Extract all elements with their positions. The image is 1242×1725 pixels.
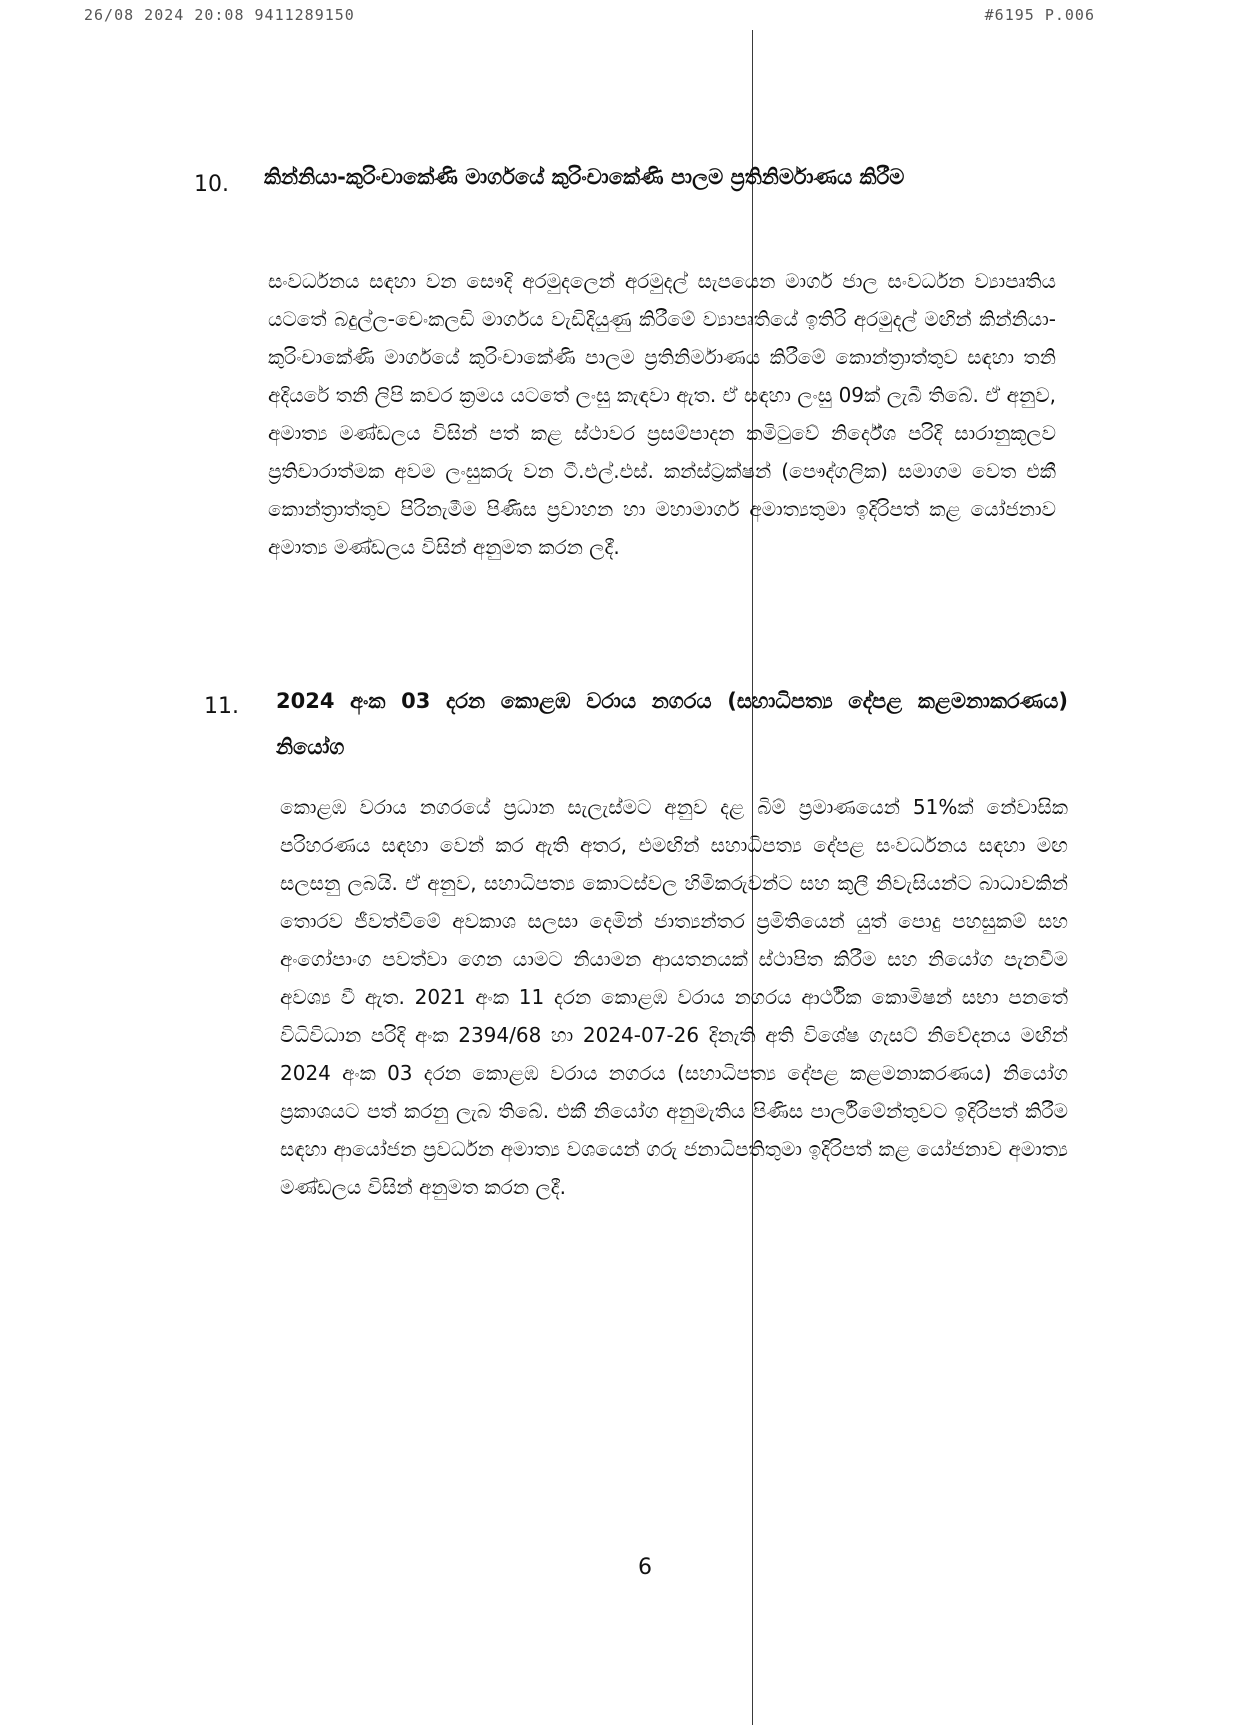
- section-body: සංවර්ධනය සඳහා වන සෞදි අරමුදලෙන් අරමුදල් සැපයෙන මාර්ග ජාල සංවර්ධන ව්‍යාපෘතිය යටතේ බදුල්ල-චෙංකලඩි මාර්ගය වැඩිදියුණු කිරීමේ ව්‍යාපෘතියේ ඉතිරි අරමුදල් මඟින් කින්නියා-කුරිංචාකේණි මාර්ගයේ කුරිංචාකේණි පාලම ප්‍රතිනිර්මාණය කිරීමේ කොන්ත්‍රාත්තුව සඳහා තනි අදියරේ තනි ලිපි කවර ක්‍රමය යටතේ ලංසු කැඳවා ඇත. ඒ සඳහා ලංසු 09ක් ලැබී තිබේ. ඒ අනුව, අමාත්‍ය මණ්ඩලය විසින් පත් කළ ස්ථාවර ප්‍රසම්පාදන කමිටුවේ නිර්දේශ පරිදි සාරානුකූලව ප්‍රතිචාරාත්මක අවම ලංසුකරු වන ටී.එල්.එස්. කන්ස්ට්‍රක්ෂන් (පෞද්ගලික) සමාගම වෙත එකී කොන්ත්‍රාත්තුව පිරිනැමීම පිණිස ප්‍රවාහන හා මහාමාර්ග අමාත්‍යතුමා ඉදිරිපත් කළ යෝජනාව අමාත්‍ය මණ්ඩලය විසින් අනුමත කරන ලදී.: [268, 269, 1056, 559]
- fax-header: [0, 6, 1242, 30]
- section-body: කොළඹ වරාය නගරයේ ප්‍රධාන සැලැස්මට අනුව දළ බිම් ප්‍රමාණයෙන් 51%ක් නේවාසික පරිහරණය සඳහා වෙන් කර ඇති අතර, එමඟින් සහාධිපත්‍ය දේපළ සංවර්ධනය සඳහා මඟ සලසනු ලබයි. ඒ අනුව, සහාධිපත්‍ය කොටස්වල හිමිකරුවන්ට සහ කුලී නිවැසියන්ට බාධාවකින් තොරව ජීවත්වීමේ අවකාශ සලසා දෙමින් ජාත්‍යන්තර ප්‍රමිතියෙන් යුත් පොදු පහසුකම් සහ අංගෝපාංග පවත්වා ගෙන යාමට නියාමන ආයතනයක් ස්ථාපිත කිරීම සහ නියෝග පැනවීම අවශ්‍ය වී ඇත. 2021 අංක 11 දරන කොළඹ වරාය නගරය ආර්ථික කොමිෂන් සභා පනතේ විධිවිධාන පරිදි අංක 2394/68 හා 2024-07-26 දිනැති අති විශේෂ ගැසට් නිවේදනය මඟින් 2024 අංක 03 දරන කොළඹ වරාය නගරය (සහාධිපත්‍ය දේපළ කළමනාකරණය) නියෝග ප්‍රකාශයට පත් කරනු ලැබ තිබේ. එකී නියෝග අනුමැතිය පිණිස පාර්ලිමේන්තුවට ඉදිරිපත් කිරීම සඳහා ආයෝජන ප්‍රවර්ධන අමාත්‍ය වශයෙන් ගරු ජනාධිපතිතුමා ඉදිරිපත් කළ යෝජනාව අමාත්‍ය මණ්ඩලය විසින් අනුමත කරන ලදී.: [280, 795, 1068, 1199]
- section-number: 10.: [194, 172, 229, 197]
- section-title: කින්නියා-කුරිංචාකේණි මාර්ගයේ කුරිංචාකේණි පාලම ප්‍රතිනිර්මාණය කිරීම: [264, 165, 905, 189]
- fax-timestamp-line: 26/08 2024 20:08 9411289150: [84, 6, 355, 24]
- fax-page-code: #6195 P.006: [984, 6, 1095, 24]
- section-number: 11.: [204, 694, 239, 719]
- section-title: 2024 අංක 03 දරන කොළඹ වරාය නගරය (සහාධිපත්‍ය දේපළ කළමනාකරණය) නියෝග: [276, 689, 1068, 759]
- page-number: 6: [638, 1555, 652, 1580]
